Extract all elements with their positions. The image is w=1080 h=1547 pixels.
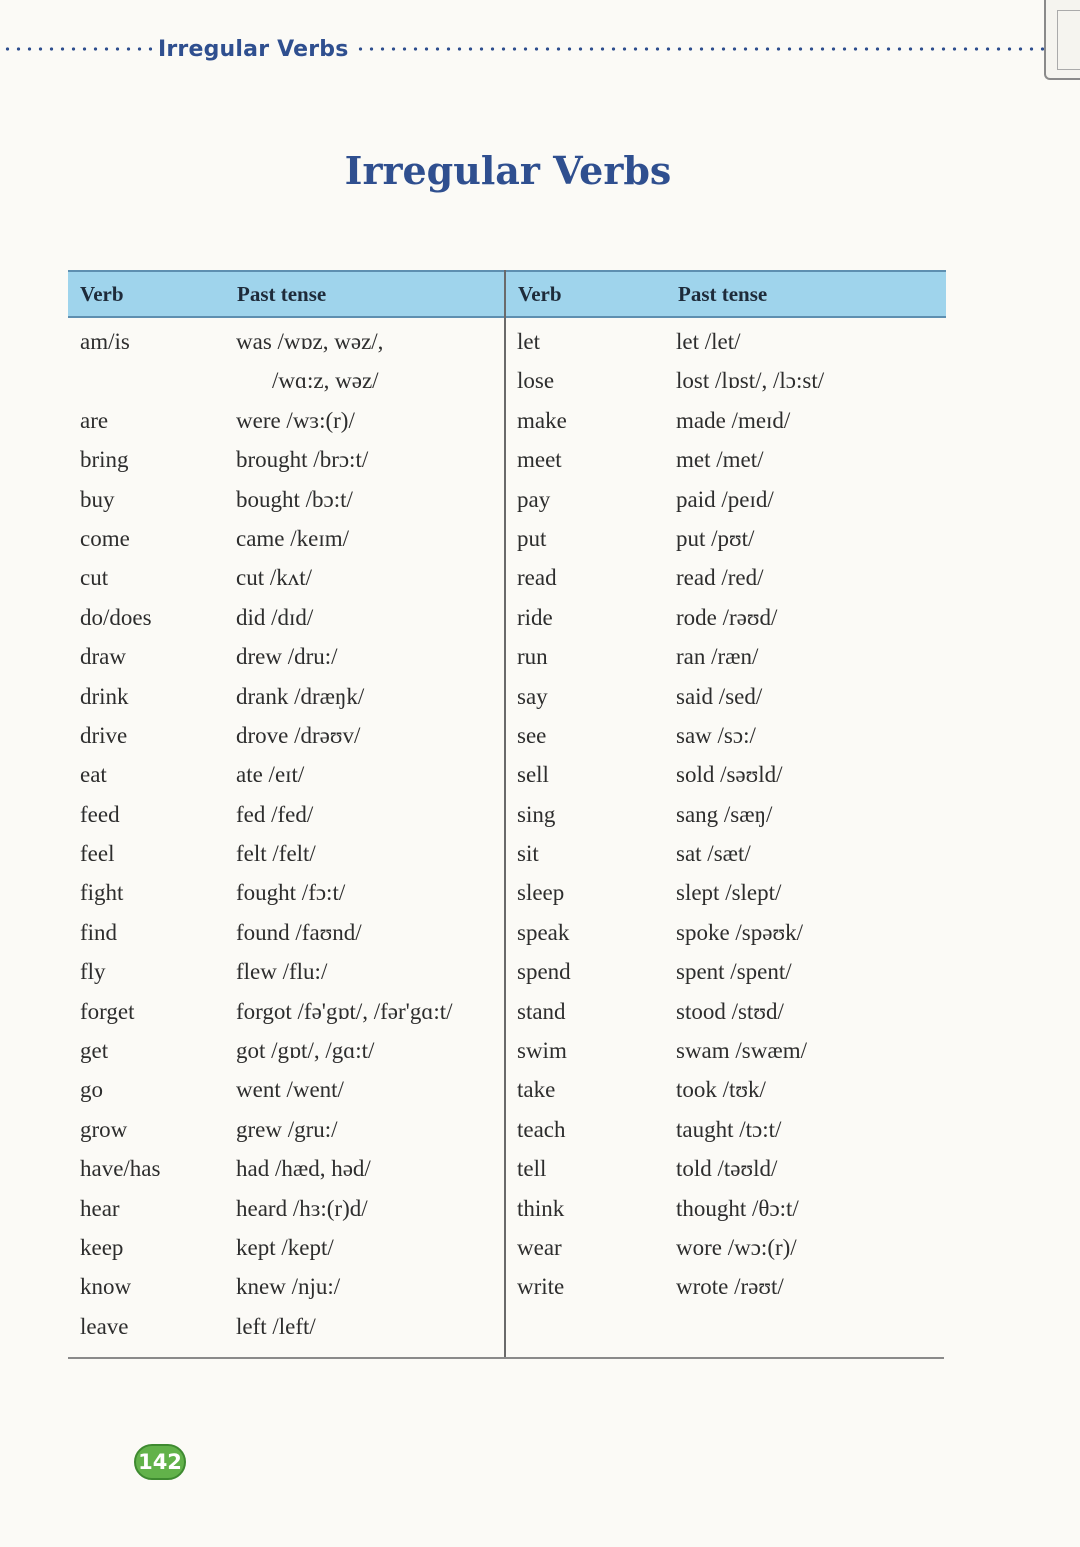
verb-cell: speak xyxy=(517,919,570,945)
past-tense-cell: sold /səʊld/ xyxy=(676,762,783,788)
table-header-row xyxy=(68,270,946,318)
verb-cell: know xyxy=(80,1274,132,1300)
past-tense-cell: drove /drəʊv/ xyxy=(236,722,361,748)
past-tense-cell: brought /brɔ:t/ xyxy=(236,447,369,473)
verb-cell: teach xyxy=(517,1116,566,1142)
verb-cell: wear xyxy=(517,1234,562,1260)
past-tense-cell: sang /sæŋ/ xyxy=(676,801,773,827)
verb-cell: find xyxy=(80,919,118,945)
dotted-rule-right xyxy=(355,46,1056,52)
past-tense-cell: rode /rəʊd/ xyxy=(676,604,778,630)
verb-cell: sell xyxy=(517,762,549,788)
verb-cell: feel xyxy=(80,841,115,867)
verb-cell: swim xyxy=(517,1038,567,1064)
verb-cell: write xyxy=(517,1274,565,1300)
verb-cell: hear xyxy=(80,1195,120,1221)
past-tense-cell: grew /gru:/ xyxy=(236,1116,338,1142)
verb-cell: put xyxy=(517,525,547,551)
verb-cell: are xyxy=(80,407,109,433)
irregular-verbs-table xyxy=(68,270,946,1359)
verb-cell: drive xyxy=(80,722,128,748)
past-tense-cell: found /faʊnd/ xyxy=(236,919,362,945)
right-verb-column xyxy=(517,322,571,1307)
verb-cell: see xyxy=(517,722,547,748)
past-tense-cell: kept /kept/ xyxy=(236,1234,334,1260)
verb-cell: fight xyxy=(80,880,124,906)
past-tense-cell: flew /flu:/ xyxy=(236,959,328,985)
verb-cell: buy xyxy=(80,486,115,512)
past-tense-cell: forgot /fə'gɒt/, /fər'gɑ:t/ xyxy=(236,998,453,1024)
past-tense-cell: was /wɒz, wəz/, xyxy=(236,329,384,354)
past-tense-cell: said /sed/ xyxy=(676,683,763,709)
past-tense-cell: felt /felt/ xyxy=(236,841,316,867)
page-corner-tab xyxy=(1044,0,1080,80)
verb-cell: tell xyxy=(517,1156,547,1182)
dotted-rule-left xyxy=(2,46,152,52)
verb-cell: eat xyxy=(80,762,107,788)
verb-cell: ride xyxy=(517,604,553,630)
past-tense-cell: let /let/ xyxy=(676,329,741,354)
past-tense-cell: ran /ræn/ xyxy=(676,644,759,670)
verb-cell: bring xyxy=(80,447,129,473)
verb-cell: make xyxy=(517,407,567,433)
past-tense-cell: wrote /rəʊt/ xyxy=(676,1274,784,1300)
left-past-column xyxy=(236,322,453,1346)
past-tense-cell: paid /peɪd/ xyxy=(676,486,774,512)
past-tense-cell: were /wɜ:(r)/ xyxy=(236,407,355,433)
verb-cell: am/is xyxy=(80,329,130,354)
verb-cell: meet xyxy=(517,447,562,473)
verb-cell: pay xyxy=(517,486,551,512)
running-header-title: Irregular Verbs xyxy=(158,36,349,62)
verb-cell: run xyxy=(517,644,548,670)
past-tense-cell: went /went/ xyxy=(236,1077,344,1103)
verb-cell: get xyxy=(80,1038,109,1064)
past-tense-cell: taught /tɔ:t/ xyxy=(676,1116,782,1142)
past-tense-cell: swam /swæm/ xyxy=(676,1038,807,1064)
verb-cell: draw xyxy=(80,644,126,670)
past-tense-cell: saw /sɔ:/ xyxy=(676,722,756,748)
verb-cell: feed xyxy=(80,801,120,827)
verb-cell: do/does xyxy=(80,604,152,630)
past-tense-cell: fed /fed/ xyxy=(236,801,314,827)
past-tense-cell: stood /stʊd/ xyxy=(676,998,784,1024)
past-tense-cell: cut /kʌt/ xyxy=(236,565,313,591)
verb-cell: sleep xyxy=(517,880,565,906)
past-tense-cell: took /tʊk/ xyxy=(676,1077,766,1103)
past-tense-cell: knew /nju:/ xyxy=(236,1274,341,1300)
past-tense-cell: fought /fɔ:t/ xyxy=(236,880,346,906)
table-bottom-rule xyxy=(68,1357,944,1359)
right-past-column xyxy=(676,322,824,1307)
verb-cell xyxy=(80,361,160,400)
past-tense-cell: /wɑ:z, wəz/ xyxy=(272,368,379,394)
verb-cell: take xyxy=(517,1077,556,1103)
past-tense-cell: spoke /spəʊk/ xyxy=(676,919,803,945)
past-tense-cell: ate /eɪt/ xyxy=(236,762,305,788)
past-tense-cell: heard /hɜ:(r)d/ xyxy=(236,1195,368,1221)
past-tense-cell: lost /lɒst/, /lɔ:st/ xyxy=(676,368,825,394)
verb-cell: grow xyxy=(80,1116,128,1142)
verb-cell: come xyxy=(80,525,130,551)
header-verb-right: Verb xyxy=(518,282,562,306)
verb-cell: forget xyxy=(80,998,135,1024)
past-tense-cell: got /gɒt/, /gɑ:t/ xyxy=(236,1038,375,1064)
verb-cell: lose xyxy=(517,368,555,394)
verb-cell: spend xyxy=(517,959,571,985)
verb-cell: have/has xyxy=(80,1156,161,1182)
past-tense-cell: drew /dru:/ xyxy=(236,644,338,670)
past-tense-cell: came /keɪm/ xyxy=(236,525,350,551)
verb-cell: read xyxy=(517,565,557,591)
past-tense-cell: put /pʊt/ xyxy=(676,525,755,551)
verb-cell: say xyxy=(517,683,548,709)
past-tense-cell: drank /dræŋk/ xyxy=(236,683,365,709)
page-title: Irregular Verbs xyxy=(344,148,672,193)
past-tense-cell: thought /θɔ:t/ xyxy=(676,1195,799,1221)
past-tense-cell: met /met/ xyxy=(676,447,764,473)
past-tense-cell: spent /spent/ xyxy=(676,959,792,985)
verb-cell: let xyxy=(517,329,540,354)
past-tense-cell: sat /sæt/ xyxy=(676,841,751,867)
past-tense-cell: had /hæd, həd/ xyxy=(236,1156,371,1182)
verb-cell: drink xyxy=(80,683,129,709)
verb-cell: leave xyxy=(80,1313,129,1339)
verb-cell: fly xyxy=(80,959,106,985)
running-header xyxy=(0,34,1060,64)
past-tense-cell: slept /slept/ xyxy=(676,880,782,906)
verb-cell: think xyxy=(517,1195,565,1221)
past-tense-cell: wore /wɔ:(r)/ xyxy=(676,1234,797,1260)
page-number-badge: 142 xyxy=(134,1444,186,1480)
verb-cell: cut xyxy=(80,565,109,591)
past-tense-cell: made /meɪd/ xyxy=(676,407,791,433)
verb-cell: sit xyxy=(517,841,539,867)
verb-cell: stand xyxy=(517,998,566,1024)
verb-cell: keep xyxy=(80,1234,124,1260)
column-divider xyxy=(504,270,506,1359)
header-past-right: Past tense xyxy=(678,282,768,306)
header-verb-left: Verb xyxy=(80,282,124,306)
past-tense-cell: left /left/ xyxy=(236,1313,316,1339)
past-tense-cell: bought /bɔ:t/ xyxy=(236,486,353,512)
verb-cell: go xyxy=(80,1077,103,1103)
past-tense-cell: told /təʊld/ xyxy=(676,1156,778,1182)
verb-cell: sing xyxy=(517,801,556,827)
past-tense-cell: did /dɪd/ xyxy=(236,604,314,630)
past-tense-cell: read /red/ xyxy=(676,565,764,591)
left-verb-column xyxy=(80,322,160,1346)
header-past-left: Past tense xyxy=(237,282,327,306)
